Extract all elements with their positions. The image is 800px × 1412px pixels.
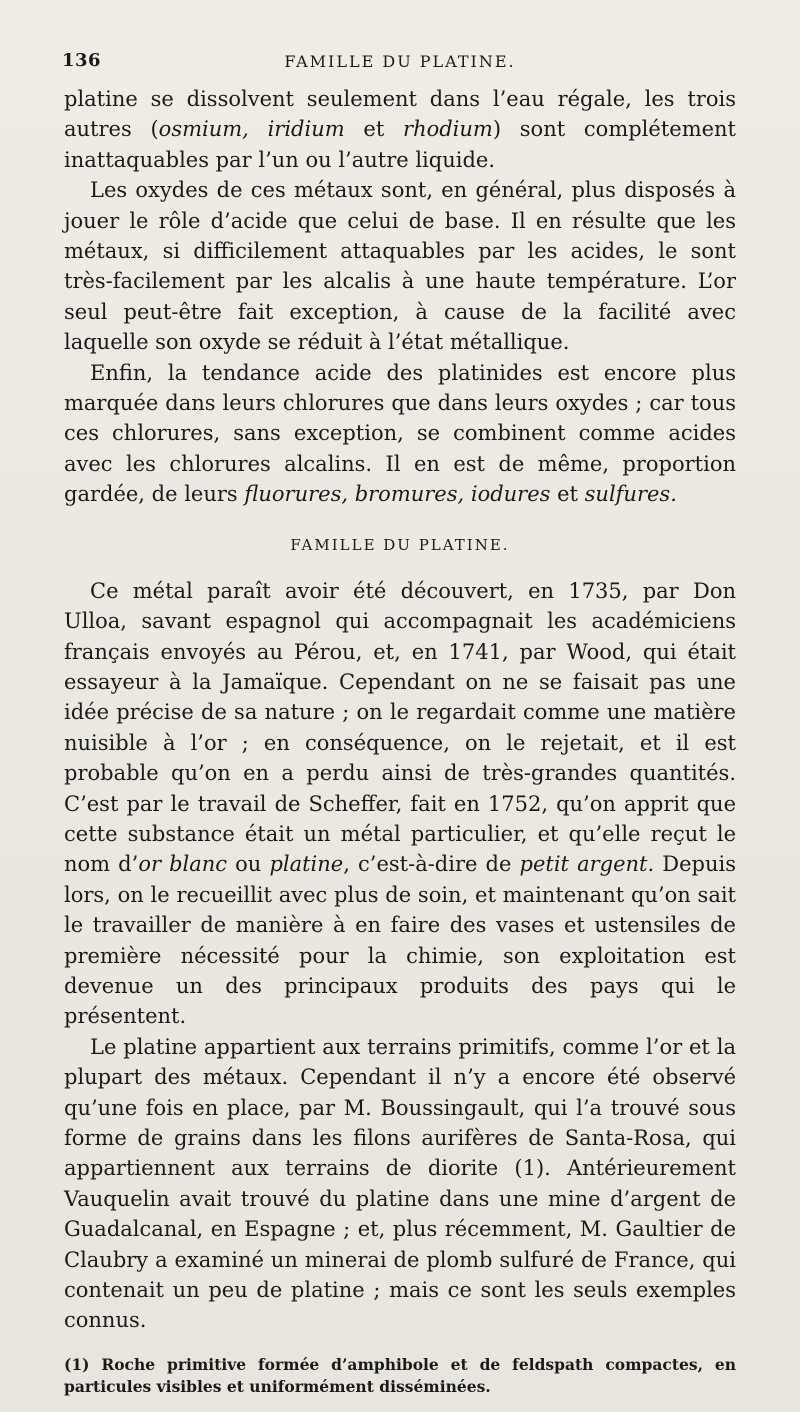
text-run: ou [227,852,270,877]
page-body [64,84,736,1398]
page-number: 136 [62,50,102,71]
italic-run: platine [269,852,344,877]
text-run: Depuis lors, on le recueillit avec plus de soin, et maintenant qu’on sait le travailler de manière à en faire des vases et ustensiles de première nécessité pour la chimie, son exploitation est devenue un des principaux produits des pays qui le présentent. [64,852,736,1029]
text-run: platine se dissolvent seulement dans l’eau régale, les trois autres ( [64,87,736,142]
paragraph-1 [64,84,736,175]
italic-run: osmium, iridium [158,117,345,142]
italic-run: or blanc [138,852,228,877]
paragraph-3 [64,358,736,510]
italic-run: sulfures. [584,482,677,507]
text-run: Ce métal paraît avoir été découvert, en 1735, par Don Ulloa, savant espagnol qui accompagnait les académiciens français envoyés au Pérou, et, en 1741, par Wood, qui était essayeur à la Jamaïque. Cependant on ne se faisait pas une idée précise de sa nature ; on le regardait comme une matière nuisible à l’or ; en conséquence, on le rejetait, et il est probable qu’on en a perdu ainsi de très-grandes quantités. C’est par le travail de Scheffer, fait en 1752, qu’on apprit que cette substance était un métal particulier, et qu’elle reçut le nom d’ [64,578,736,877]
text-run: et [344,117,404,142]
paragraph-2: Les oxydes de ces métaux sont, en général, plus disposés à jouer le rôle d’acide que celui de base. Il en résulte que les métaux, si difficilement attaquables par les acides, le sont très-facilement par les alcalis à une haute température. L’or seul peut-être fait exception, à cause de la facilité avec laquelle son oxyde se réduit à l’état métallique. [64,178,736,355]
text-run: et [550,482,585,507]
italic-run: fluorures, bromures, iodures [244,482,551,507]
paragraph-4 [64,576,736,1032]
paragraph-5: Le platine appartient aux terrains primitifs, comme l’or et la plupart des métaux. Cependant il n’y a encore été observé qu’une fois en place, par M. Boussingault, qui l’a trouvé sous forme de grains dans les filons aurifères de Santa-Rosa, qui appartiennent aux terrains de diorite (1). Antérieurement Vauquelin avait trouvé du platine dans une mine d’argent de Guadalcanal, en Espagne ; et, plus récemment, M. Gaultier de Claubry a examiné un minerai de plomb sulfuré de France, qui contenait un peu de platine ; mais ce sont les seuls exemples connus. [64,1034,736,1333]
italic-run: rhodium [403,117,493,142]
text-run: , c’est-à-dire de [343,852,520,877]
section-title: FAMILLE DU PLATINE. [290,535,510,554]
italic-run: petit argent. [519,852,655,877]
text-run: ) sont complétement inattaquables par l’un ou l’autre liquide. [64,117,736,172]
footnote [64,1354,736,1398]
page-header [62,50,738,74]
text-run: Enfin, la tendance acide des platinides est encore plus marquée dans leurs chlorures que dans leurs oxydes ; car tous ces chlorures, sans exception, se combinent comme acides avec les chlorures alcalins. Il en est de même, proportion gardée, de leurs [64,360,736,507]
footnote-text: (1) Roche primitive formée d’amphibole et de feldspath compactes, en particules visibles et uniformément disséminées. [64,1354,736,1396]
running-title: FAMILLE DU PLATINE. [284,52,516,71]
